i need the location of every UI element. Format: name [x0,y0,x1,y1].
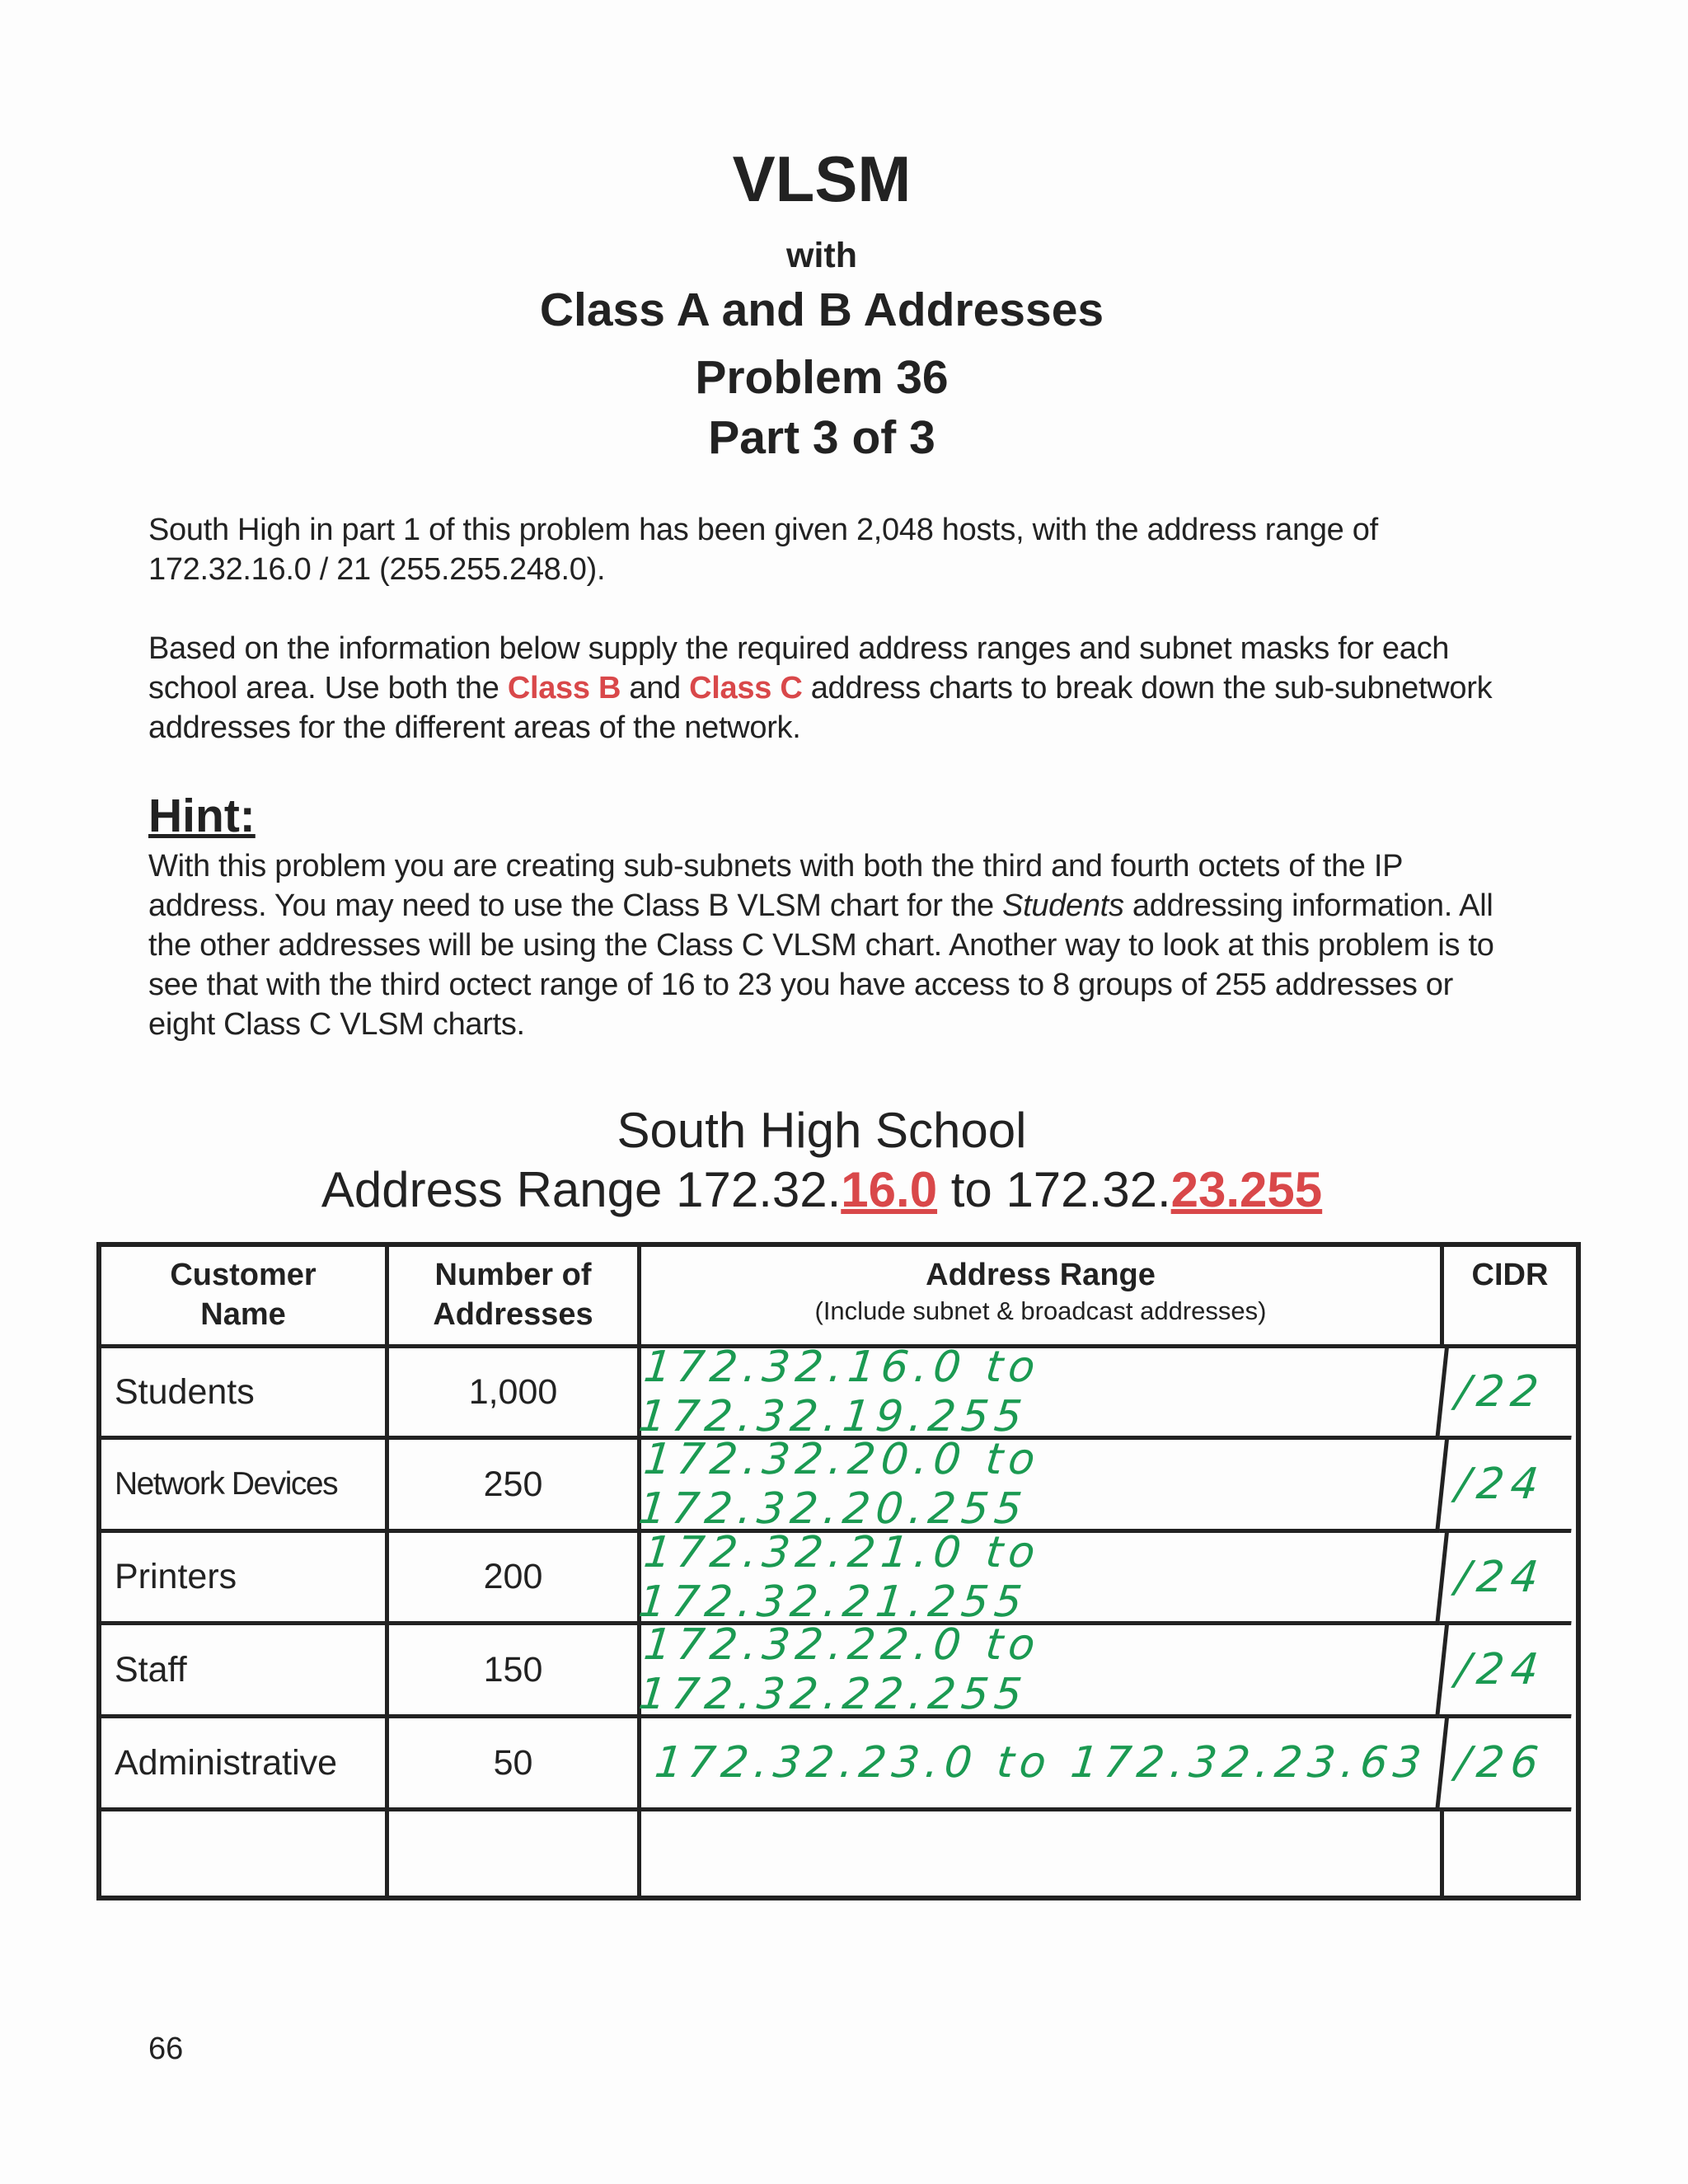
header-address-range [641,1247,1444,1348]
row-address-range: 172.32.22.0 to 172.32.22.255 [636,1625,1449,1718]
range-prefix: Address Range 172.32. [321,1162,842,1217]
page-subtitle: Class A and B Addresses [539,284,1104,336]
part-label: Part 3 of 3 [708,411,935,464]
header-range-label: Address Range [926,1258,1156,1292]
empty-cell [1444,1811,1576,1896]
school-name: South High School [617,1103,1027,1158]
row-cidr: /26 [1439,1718,1581,1811]
row-name: Printers [101,1533,389,1625]
empty-cell [389,1811,641,1896]
row-name: Administrative [101,1718,389,1811]
title-with: with [786,236,857,275]
instructions-and: and [621,671,690,705]
header-customer-name [101,1247,389,1348]
row-address-range: 172.32.21.0 to 172.32.21.255 [636,1533,1449,1625]
row-address-range: 172.32.16.0 to 172.32.19.255 [636,1348,1449,1440]
header-number-of-addresses [389,1247,641,1348]
range-mid: to 172.32. [937,1162,1171,1217]
header-customer-label: Customer Name [170,1258,316,1332]
row-address-range: 172.32.23.0 to 172.32.23.63 [636,1718,1449,1811]
empty-cell [641,1811,1444,1896]
class-c-highlight: Class C [689,671,803,705]
intro-paragraph: South High in part 1 of this problem has been given 2,048 hosts, with the address range of 172.32.16.0 / 21 (255.255.248.0). [148,513,1378,587]
row-name: Students [101,1348,389,1440]
address-table [96,1242,1581,1900]
row-cidr: /24 [1439,1440,1581,1533]
row-count: 1,000 [389,1348,641,1440]
page-title: VLSM [732,143,912,215]
row-name: Staff [101,1625,389,1718]
instructions-end: address charts to break down the sub-subnetwork addresses for the different areas of the network. [148,671,1493,745]
row-count: 200 [389,1533,641,1625]
school-address-range [0,1160,1643,1220]
hint-students-word: Students [1002,888,1124,923]
empty-cell [101,1811,389,1896]
header-cidr: CIDR [1444,1247,1576,1348]
class-b-highlight: Class B [507,671,621,705]
page-number: 66 [148,2032,184,2066]
row-count: 150 [389,1625,641,1718]
hint-text-end: addressing information. All the other addresses will be using the Class C VLSM chart. Another way to look at this problem is to see that with the third octect range of 16 to 23 you have access to 8 groups of 255 addresses or eight Class C VLSM charts. [148,888,1494,1042]
hint-heading: Hint: [148,790,256,842]
range-start: 16.0 [841,1162,938,1217]
row-name: Network Devices [101,1440,389,1533]
hint-text-start: With this problem you are creating sub-subnets with both the third and fourth octets of the IP address. You may need to use the Class B VLSM chart for the [148,849,1403,923]
problem-number: Problem 36 [695,351,949,404]
instructions-start: Based on the information below supply the required address ranges and subnet masks for each school area. Use both the [148,631,1450,705]
row-count: 50 [389,1718,641,1811]
row-cidr: /22 [1439,1348,1581,1440]
row-cidr: /24 [1439,1625,1581,1718]
hint-paragraph [148,846,1500,1044]
instructions-paragraph [148,629,1500,748]
row-cidr: /24 [1439,1533,1581,1625]
row-address-range: 172.32.20.0 to 172.32.20.255 [636,1440,1449,1533]
range-end: 23.255 [1170,1162,1323,1217]
row-count: 250 [389,1440,641,1533]
header-number-label: Number of Addresses [433,1258,593,1332]
header-range-note: (Include subnet & broadcast addresses) [814,1296,1267,1325]
